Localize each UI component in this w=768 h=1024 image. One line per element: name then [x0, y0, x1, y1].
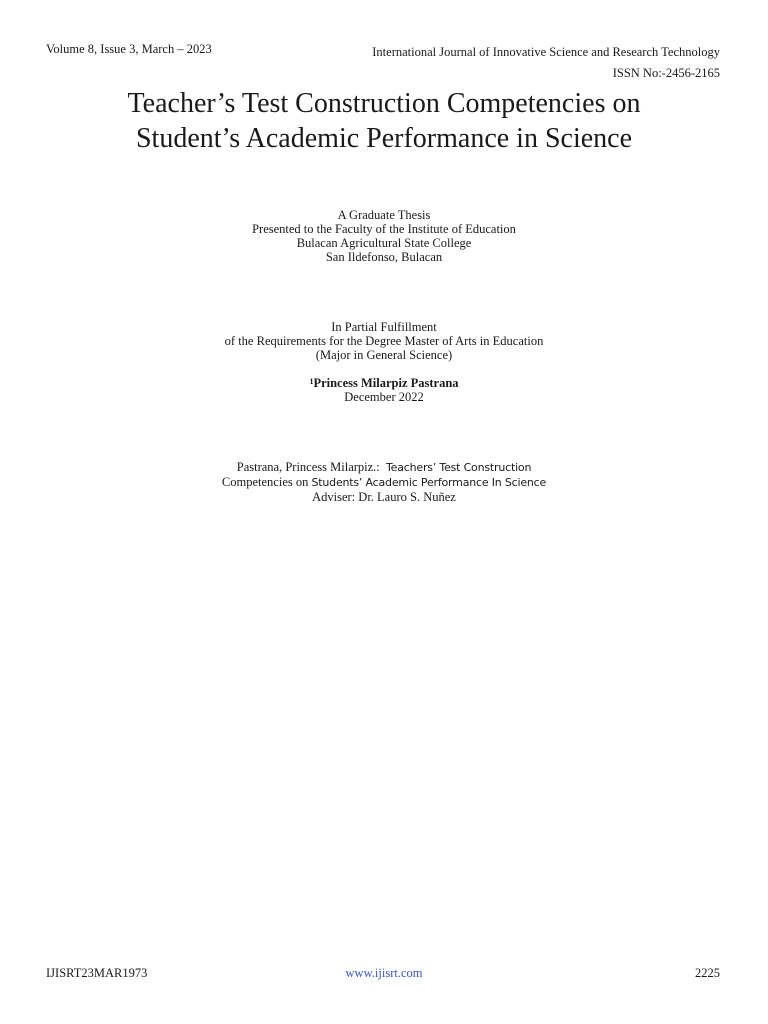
- thesis-line-2: Presented to the Faculty of the Institute of Education: [252, 222, 516, 236]
- fulfillment-statement: [60, 320, 708, 362]
- citation-line-2-prefix: Competencies on: [221, 475, 309, 489]
- page-number: 2225: [695, 966, 720, 980]
- volume-info: Volume 8, Issue 3, March – 2023: [46, 42, 212, 56]
- title-line-1: Teacher’s Test Construction Competencies on: [127, 88, 641, 119]
- journal-header: [372, 42, 720, 84]
- author-superscript: 1: [309, 377, 314, 386]
- thesis-line-4: San Ildefonso, Bulacan: [325, 250, 443, 264]
- author-name: Princess Milarpiz Pastrana: [313, 376, 459, 390]
- author-name-line: [60, 376, 708, 390]
- thesis-line-3: Bulacan Agricultural State College: [296, 236, 472, 250]
- citation-adviser: Adviser: Dr. Lauro S. Nuñez: [312, 490, 456, 504]
- issn: ISSN No:-2456-2165: [612, 66, 720, 80]
- paper-code: IJISRT23MAR1973: [46, 966, 148, 980]
- fulfillment-line-2: of the Requirements for the Degree Master of Arts in Education: [224, 334, 544, 348]
- journal-name: International Journal of Innovative Science and Research Technology: [372, 45, 720, 59]
- journal-website-link[interactable]: www.ijisrt.com: [345, 966, 423, 980]
- citation-line-2: [60, 475, 708, 490]
- citation-title-part-1: Teachers’ Test Construction: [386, 461, 532, 474]
- author-date: December 2022: [344, 390, 424, 404]
- thesis-info: [60, 208, 708, 264]
- fulfillment-line-1: In Partial Fulfillment: [331, 320, 437, 334]
- paper-title: [40, 86, 728, 156]
- citation-block: [60, 460, 708, 504]
- citation-line-1: [60, 460, 708, 475]
- author-block: [60, 376, 708, 404]
- thesis-line-1: A Graduate Thesis: [337, 208, 431, 222]
- citation-title-part-2: Students’ Academic Performance In Science: [311, 476, 547, 489]
- fulfillment-line-3: (Major in General Science): [315, 348, 453, 362]
- title-line-2: Student’s Academic Performance in Science: [135, 123, 633, 154]
- citation-author: Pastrana, Princess Milarpiz.:: [236, 460, 380, 474]
